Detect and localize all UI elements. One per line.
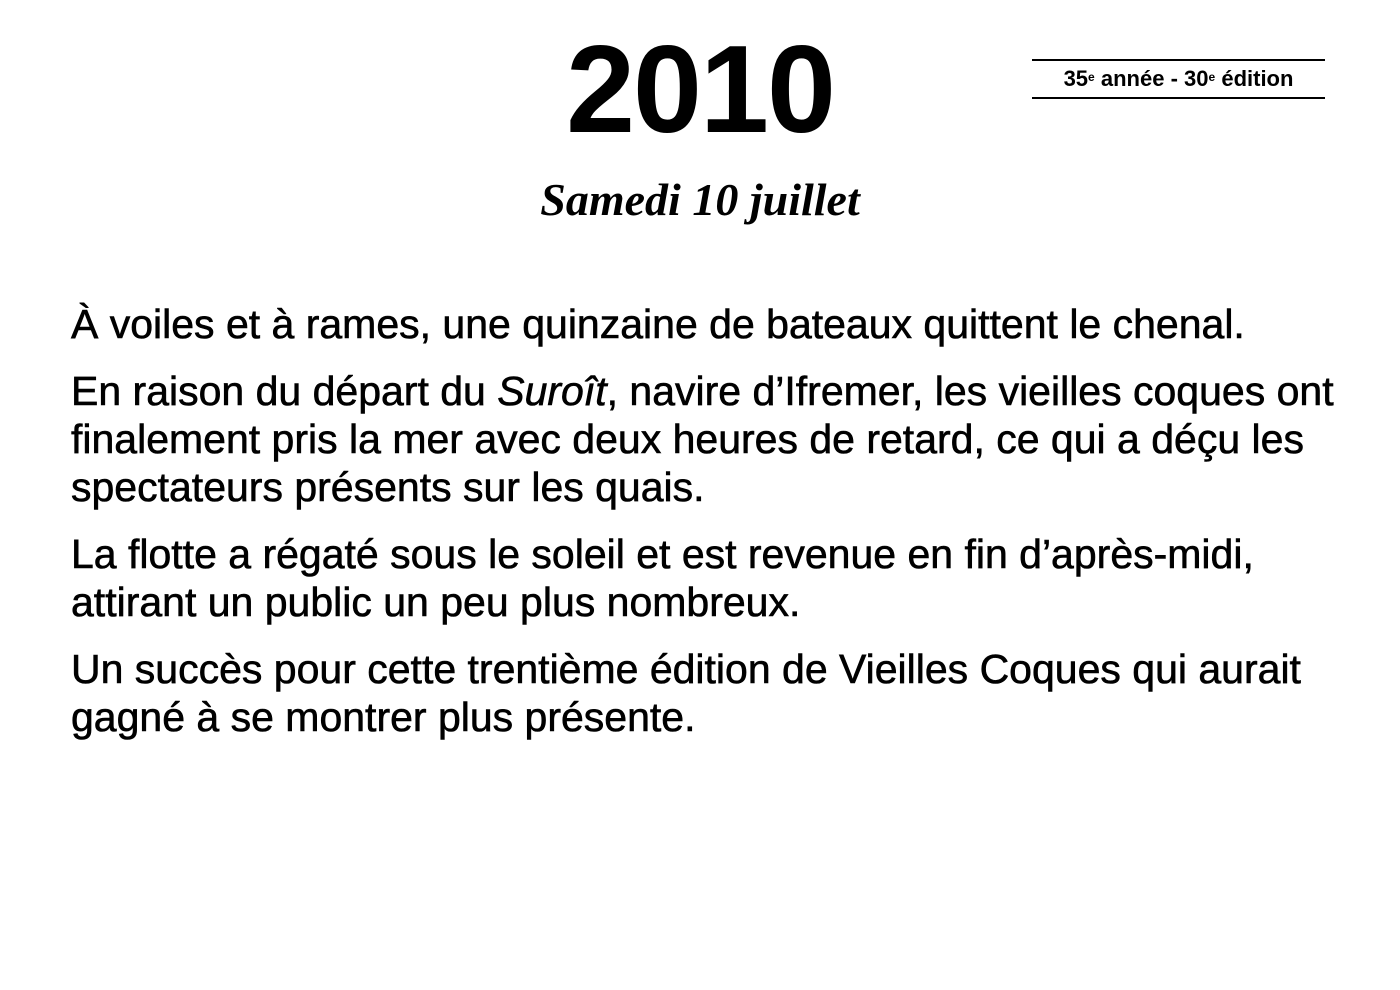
article-body bbox=[71, 300, 1361, 760]
paragraph-3: La flotte a régaté sous le soleil et est revenue en fin d’après-midi, attirant un public un peu plus nombreux. bbox=[71, 531, 1254, 625]
paragraph-4: Un succès pour cette trentième édition de Vieilles Coques qui aurait gagné à se montrer plus présente. bbox=[71, 646, 1301, 740]
paragraph-1: À voiles et à rames, une quinzaine de bateaux quittent le chenal. bbox=[71, 301, 1245, 347]
paragraph-2-end: , navire d’Ifremer, les vieilles coques ont finalement pris la mer avec deux heures de retard, ce qui a déçu les spectateurs présents sur les quais. bbox=[71, 368, 1334, 510]
edition-word: édition bbox=[1221, 66, 1294, 91]
year-title: 2010 bbox=[566, 21, 834, 159]
edition-separator: - bbox=[1170, 66, 1178, 91]
edition-label: 35 $^e$ année - 30 $^e$ édition bbox=[1032, 59, 1325, 99]
event-date: Samedi 10 juillet bbox=[540, 174, 860, 225]
edition-year-number: 35 bbox=[1063, 66, 1089, 91]
edition-number: 30 bbox=[1184, 66, 1209, 91]
paragraph-2-start: En raison du départ du bbox=[71, 368, 498, 414]
paragraph-2 bbox=[71, 367, 1361, 511]
ship-name: Suroît bbox=[497, 368, 607, 414]
edition-year-word: année bbox=[1100, 66, 1165, 91]
